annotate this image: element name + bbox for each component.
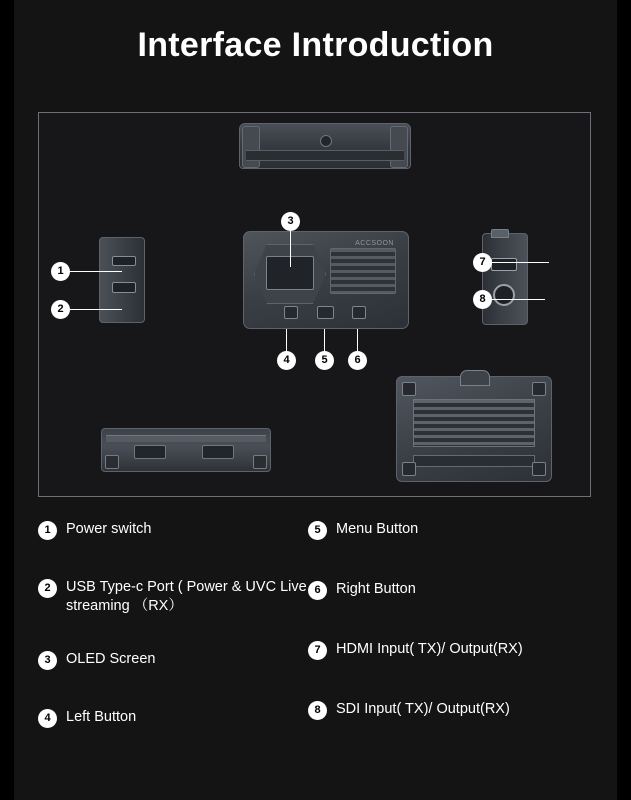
legend-item-8 [308,700,598,724]
callout-marker-7: 7 [473,253,492,272]
top-view-right-cap [390,126,408,168]
hdmi-port [491,258,517,271]
legend-item-6 [308,580,598,604]
left-letterbox [0,0,14,800]
legend-number-1: 1 [38,521,57,540]
leader-line-2 [70,309,122,310]
leader-line-3 [290,231,291,267]
leader-line-6 [357,329,358,351]
legend-number-6: 6 [308,581,327,600]
back-view-corner-3 [402,462,416,476]
legend-number-2: 2 [38,579,57,598]
device-front-view [243,231,409,329]
sdi-port [493,284,515,306]
usb-type-c-port [112,282,136,293]
device-right-side-view [482,233,528,325]
legend-item-4 [38,708,308,732]
leader-line-7 [491,262,549,263]
legend-label-4: Left Button [66,709,137,725]
top-view-lens [320,135,332,147]
back-view-corner-1 [402,382,416,396]
bottom-view-foot-right [253,455,267,469]
leader-line-1 [70,271,122,272]
right-view-top-nub [491,229,509,238]
legend-number-7: 7 [308,641,327,660]
legend-label-1: Power switch [66,521,152,537]
back-view-vent-grill [413,399,535,447]
callout-marker-5: 5 [315,351,334,370]
legend-number-5: 5 [308,521,327,540]
diagram-panel [38,112,591,497]
legend-item-2 [38,578,308,616]
legend-label-7: HDMI Input( TX)/ Output(RX) [336,641,523,657]
device-left-side-view [99,237,145,323]
device-top-view [239,123,411,169]
device-back-view [396,376,552,482]
bottom-view-mount-slot-1 [134,445,166,459]
legend-number-3: 3 [38,651,57,670]
legend-column-left [38,520,308,766]
legend-number-4: 4 [38,709,57,728]
legend-item-5 [308,520,598,544]
right-letterbox [617,0,631,800]
top-view-left-cap [242,126,260,168]
power-switch-port [112,256,136,266]
legend-item-7 [308,640,598,664]
callout-marker-2: 2 [51,300,70,319]
callout-marker-8: 8 [473,290,492,309]
front-view-heat-fins [330,248,396,294]
legend-label-8: SDI Input( TX)/ Output(RX) [336,701,510,717]
bottom-view-rail [106,435,266,442]
legend-number-8: 8 [308,701,327,720]
legend-column-right [308,520,598,760]
menu-button[interactable] [317,306,334,319]
legend-label-5: Menu Button [336,521,419,537]
legend-item-1 [38,520,308,544]
bottom-view-foot-left [105,455,119,469]
back-view-cold-shoe [460,370,490,386]
device-bottom-view [101,428,271,472]
legend-label-6: Right Button [336,581,416,597]
callout-marker-1: 1 [51,262,70,281]
back-view-label-strip [413,455,535,467]
callout-marker-3: 3 [281,212,300,231]
right-button[interactable] [352,306,366,319]
legend-label-2: USB Type-c Port ( Power & UVC Live streaming （RX） [66,579,307,614]
back-view-corner-4 [532,462,546,476]
bottom-view-mount-slot-2 [202,445,234,459]
callout-marker-6: 6 [348,351,367,370]
page-title: Interface Introduction [137,26,494,64]
leader-line-5 [324,329,325,351]
callout-marker-4: 4 [277,351,296,370]
leader-line-8 [491,299,545,300]
legend-item-3 [38,650,308,674]
legend-label-3: OLED Screen [66,651,156,667]
brand-mark: ACCSOON [355,240,394,247]
top-view-band [246,150,404,161]
leader-line-4 [286,329,287,351]
back-view-corner-2 [532,382,546,396]
left-button[interactable] [284,306,298,319]
